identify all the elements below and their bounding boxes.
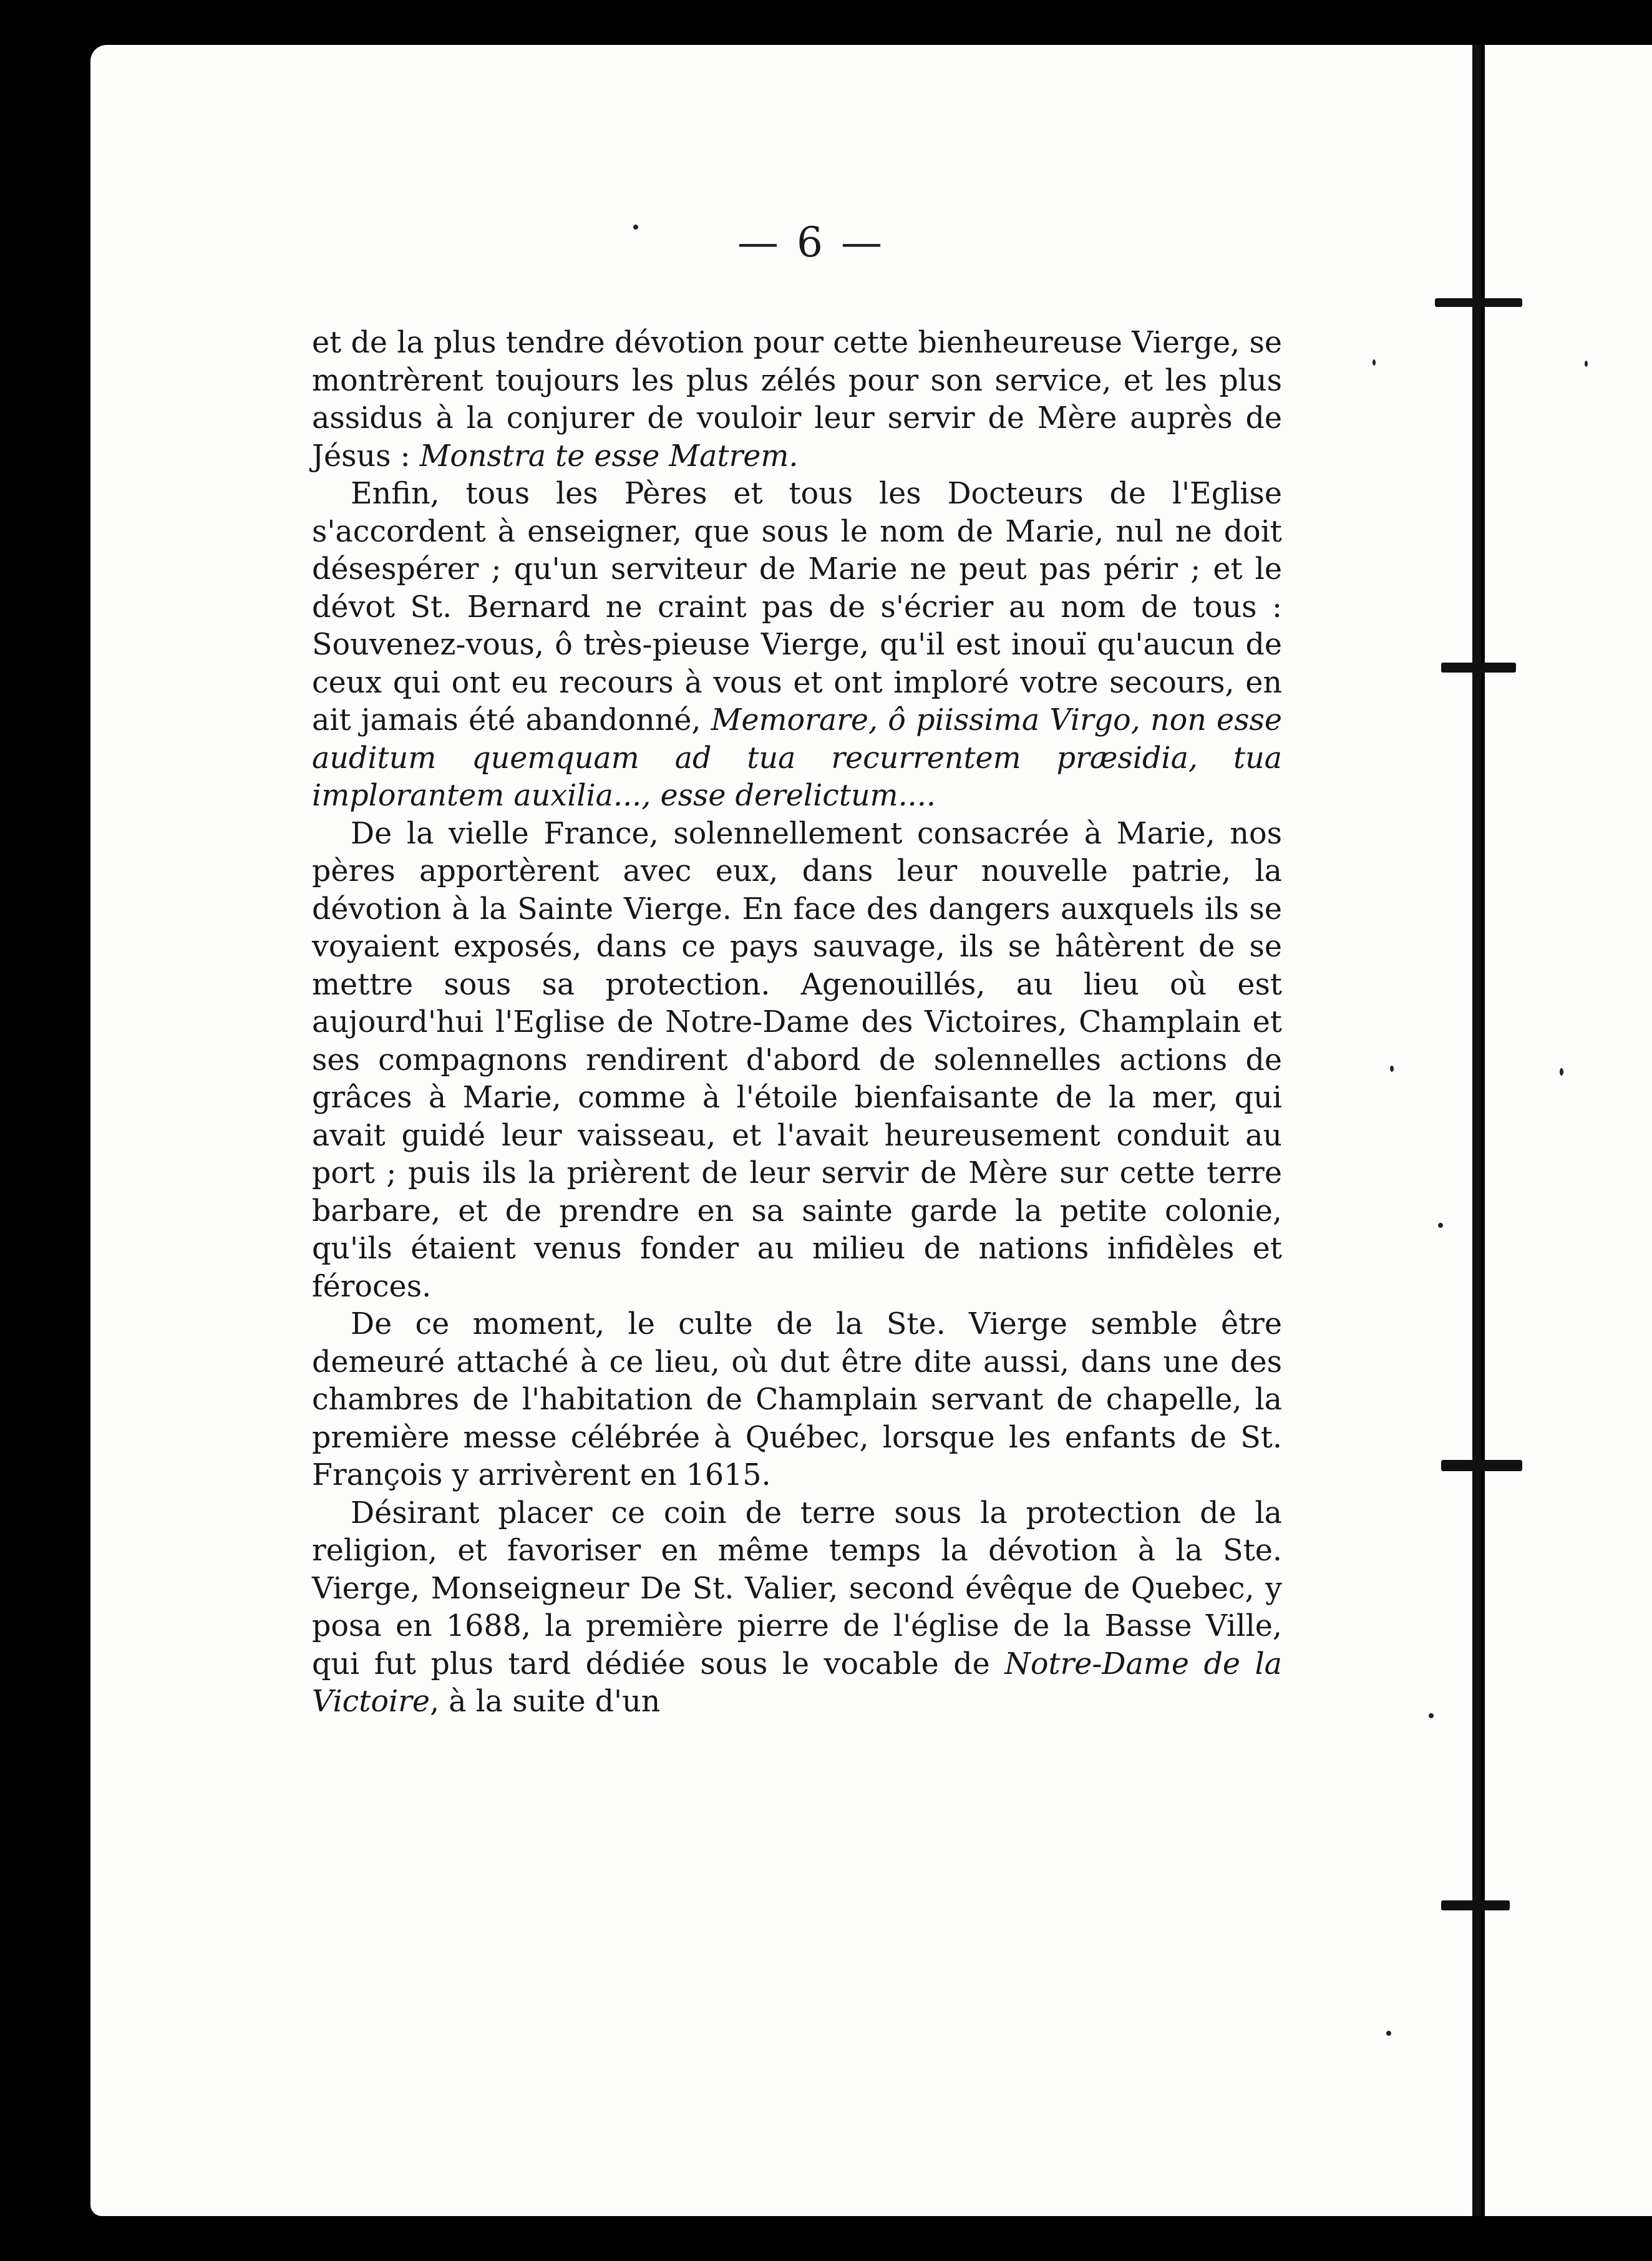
text-segment: Désirant placer ce coin de terre sous la protection de la religion, et favoriser en même temps la dévotion à la Ste. Vierge, Monseigneur De St. Valier, second évêque de Quebec, y posa en 1688, la première pierre de l'église de la Basse Ville, qui fut plus tard dédiée sous le vocable de [312, 1495, 1282, 1681]
paper-speck [1390, 1066, 1394, 1072]
page-gutter [1472, 45, 1481, 2216]
paragraph: De ce moment, le culte de la Ste. Vierge semble être demeuré attaché à ce lieu, où dut être dite aussi, dans une des chambres de l'habitation de Champlain servant de chapelle, la première messe célébrée à Québec, lorsque les enfants de St. François y arrivèrent en 1615. [312, 1307, 1282, 1492]
paper-speck [1585, 361, 1588, 367]
latin-quote: Memorare, ô piissima Virgo, non esse auditum quemquam ad tua recurrentem præsidia, tua implorantem auxilia..., esse derelictum.... [312, 703, 1282, 813]
text-segment: et de la plus tendre dévotion pour cette bienheureuse Vierge, se montrèrent toujours les plus zélés pour son service, et les plus assidus à la conjurer de vouloir leur servir de Mère auprès de Jésus : [312, 326, 1282, 474]
paragraph [312, 1495, 1282, 1721]
paragraph [312, 324, 1282, 475]
paper-speck [1429, 1713, 1434, 1718]
binding-mark [1441, 1460, 1522, 1471]
paper-speck [1438, 1223, 1443, 1228]
paper-speck [1386, 2031, 1391, 2036]
adjacent-page-edge [1485, 45, 1652, 2216]
binding-mark [1441, 1900, 1510, 1910]
body-text [312, 324, 1282, 1721]
binding-mark [1435, 298, 1522, 307]
paragraph [312, 475, 1282, 815]
latin-quote: Monstra te esse Matrem. [419, 439, 799, 474]
text-segment: , à la suite d'un [429, 1685, 661, 1719]
paper-speck [1560, 1068, 1563, 1076]
church-name: Notre-Dame de la Victoire [312, 1646, 1282, 1719]
page-number: — 6 — [737, 218, 885, 266]
paper-speck [633, 225, 638, 230]
text-segment: Enfin, tous les Pères et tous les Docteurs de l'Eglise s'accordent à enseigner, que sous le nom de Marie, nul ne doit désespérer ; qu'un serviteur de Marie ne peut pas périr ; et le dévot St. Bernard ne craint pas de s'écrier au nom de tous : Souvenez-vous, ô très-pieuse Vierge, qu'il est inouï qu'aucun de ceux qui ont eu recours à vous et ont imploré votre secours, en ait jamais été abandonné, [312, 477, 1282, 737]
binding-mark [1441, 663, 1516, 673]
paper-speck [1373, 359, 1376, 366]
paragraph: De la vielle France, solennellement consacrée à Marie, nos pères apportèrent avec eux, dans leur nouvelle patrie, la dévotion à la Sainte Vierge. En face des dangers auxquels ils se voyaient exposés, dans ce pays sauvage, ils se hâtèrent de se mettre sous sa protection. Agenouillés, au lieu où est aujourd'hui l'Eglise de Notre-Dame des Victoires, Champlain et ses compagnons rendirent d'abord de solennelles actions de grâces à Marie, comme à l'étoile bienfaisante de la mer, qui avait guidé leur vaisseau, et l'avait heureusement conduit au port ; puis ils la prièrent de leur servir de Mère sur cette terre barbare, et de prendre en sa sainte garde la petite colonie, qu'ils étaient venus fonder au milieu de nations infidèles et féroces. [312, 816, 1282, 1304]
